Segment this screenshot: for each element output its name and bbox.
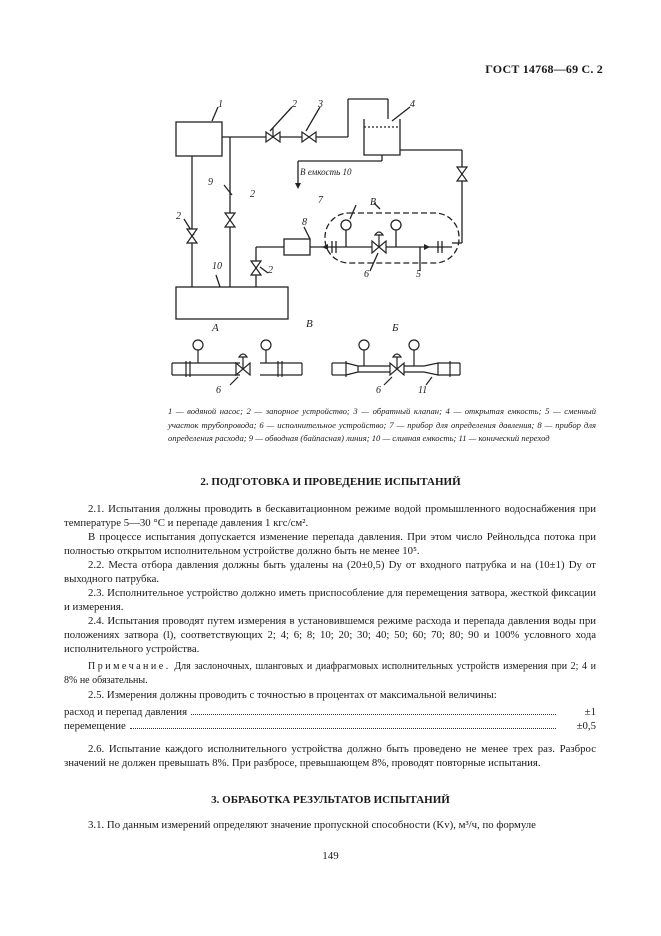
label-2-left: 2 xyxy=(176,211,181,222)
stop-valve-left xyxy=(187,229,197,243)
label-2-top: 2 xyxy=(292,99,297,110)
stop-valve-lower xyxy=(251,261,261,275)
label-to-tank: В емкость 10 xyxy=(300,167,352,177)
paragraph-2-3: 2.3. Исполнительное устройство должно иметь приспособление для перемещения затвора, жесткой фиксации и измерения. xyxy=(64,587,596,613)
accuracy-row xyxy=(64,720,596,732)
pump-box xyxy=(176,122,222,156)
document-header: ГОСТ 14768—69 С. 2 xyxy=(485,62,603,76)
flowmeter-box xyxy=(284,239,310,255)
page-number: 149 xyxy=(322,850,339,862)
paragraph-2-1b: В процессе испытания допускается изменение перепада давления. При этом число Рейнольдса потока при полностью открытом исполнительном устройстве должно быть не менее 10⁵. xyxy=(64,531,596,557)
paragraph-2-1: 2.1. Испытания должны проводить в бескавитационном режиме водой промышленного водоснабжения при температуре 5—30 °С и перепаде давления 1 кгс/см². xyxy=(64,503,596,529)
label-11: 11 xyxy=(418,385,428,395)
label-6-view-a: 6 xyxy=(216,385,221,395)
accuracy-value: ±0,5 xyxy=(576,720,596,732)
label-7: 7 xyxy=(318,195,323,206)
stop-valve-right xyxy=(457,167,467,181)
note-label: Примечание. xyxy=(88,661,171,672)
accuracy-label: перемещение xyxy=(64,720,126,732)
label-10: 10 xyxy=(212,261,222,272)
paragraph-3-1: 3.1. По данным измерений определяют значение пропускной способности (Kv), м³/ч, по формуле xyxy=(88,819,536,831)
note-text: Для заслоночных, шланговых и диафрагмовых исполнительных устройств измерения при 2; 4 и 8% не обязательны. xyxy=(64,661,596,686)
label-v-section: В xyxy=(370,197,377,208)
accuracy-label: расход и перепад давления xyxy=(64,706,188,718)
paragraph-2-4: 2.4. Испытания проводят путем измерения в установившемся режиме расхода и перепада давления воды при положениях затвора (l), соответствующих 2; 4; 6; 8; 10; 20; 30; 40; 50; 60; 70; 80; 90 и 100% условного хода исполнительного устройства. xyxy=(64,615,596,655)
label-3: 3 xyxy=(318,99,323,110)
paragraph-2-6: 2.6. Испытание каждого исполнительного устройства должно быть проведено не менее трех раз. Разброс значений не должен превышать 8%. При разбросе, превышающем 8%, проводят повторные испытания. xyxy=(64,743,596,769)
accuracy-row xyxy=(64,706,596,718)
label-9: 9 xyxy=(208,177,213,188)
label-view-b: Б xyxy=(392,322,399,334)
leader-dots xyxy=(130,728,556,729)
accuracy-value: ±1 xyxy=(584,706,596,718)
label-2-lower: 2 xyxy=(268,265,273,276)
section-3-title: 3. ОБРАБОТКА РЕЗУЛЬТАТОВ ИСПЫТАНИЙ xyxy=(211,794,450,806)
drain-tank-box xyxy=(176,287,288,319)
section-2-title: 2. ПОДГОТОВКА И ПРОВЕДЕНИЕ ИСПЫТАНИЙ xyxy=(200,476,461,488)
note xyxy=(64,660,596,688)
label-2-bypass: 2 xyxy=(250,189,255,200)
label-8: 8 xyxy=(302,217,307,228)
label-4: 4 xyxy=(410,99,415,110)
check-valve xyxy=(302,132,316,142)
label-5: 5 xyxy=(416,269,421,280)
paragraph-2-5: 2.5. Измерения должны проводить с точностью в процентах от максимальной величины: xyxy=(88,689,497,701)
label-view-v: В xyxy=(306,318,313,330)
leader-dots xyxy=(191,714,556,715)
figure-caption: 1 — водяной насос; 2 — запорное устройство; 3 — обратный клапан; 4 — открытая емкость; 5 — сменный участок трубопровода; 6 — исполнительное устройство; 7 — прибор для определения давления; 8 — прибор для определения расхода; 9 — обводная (байпасная) линия; 10 — сливная емкость; 11 — конический переход xyxy=(168,406,596,443)
label-6-view-b: 6 xyxy=(376,385,381,395)
label-1: 1 xyxy=(218,99,223,110)
label-view-a: А xyxy=(212,322,219,334)
stop-valve-bypass xyxy=(225,213,235,227)
label-6: 6 xyxy=(364,269,369,280)
test-rig-diagram xyxy=(120,95,480,395)
paragraph-2-2: 2.2. Места отбора давления должны быть удалены на (20±0,5) Dу от входного патрубка и на (10±1) Dу от выходного патрубка. xyxy=(64,559,596,585)
